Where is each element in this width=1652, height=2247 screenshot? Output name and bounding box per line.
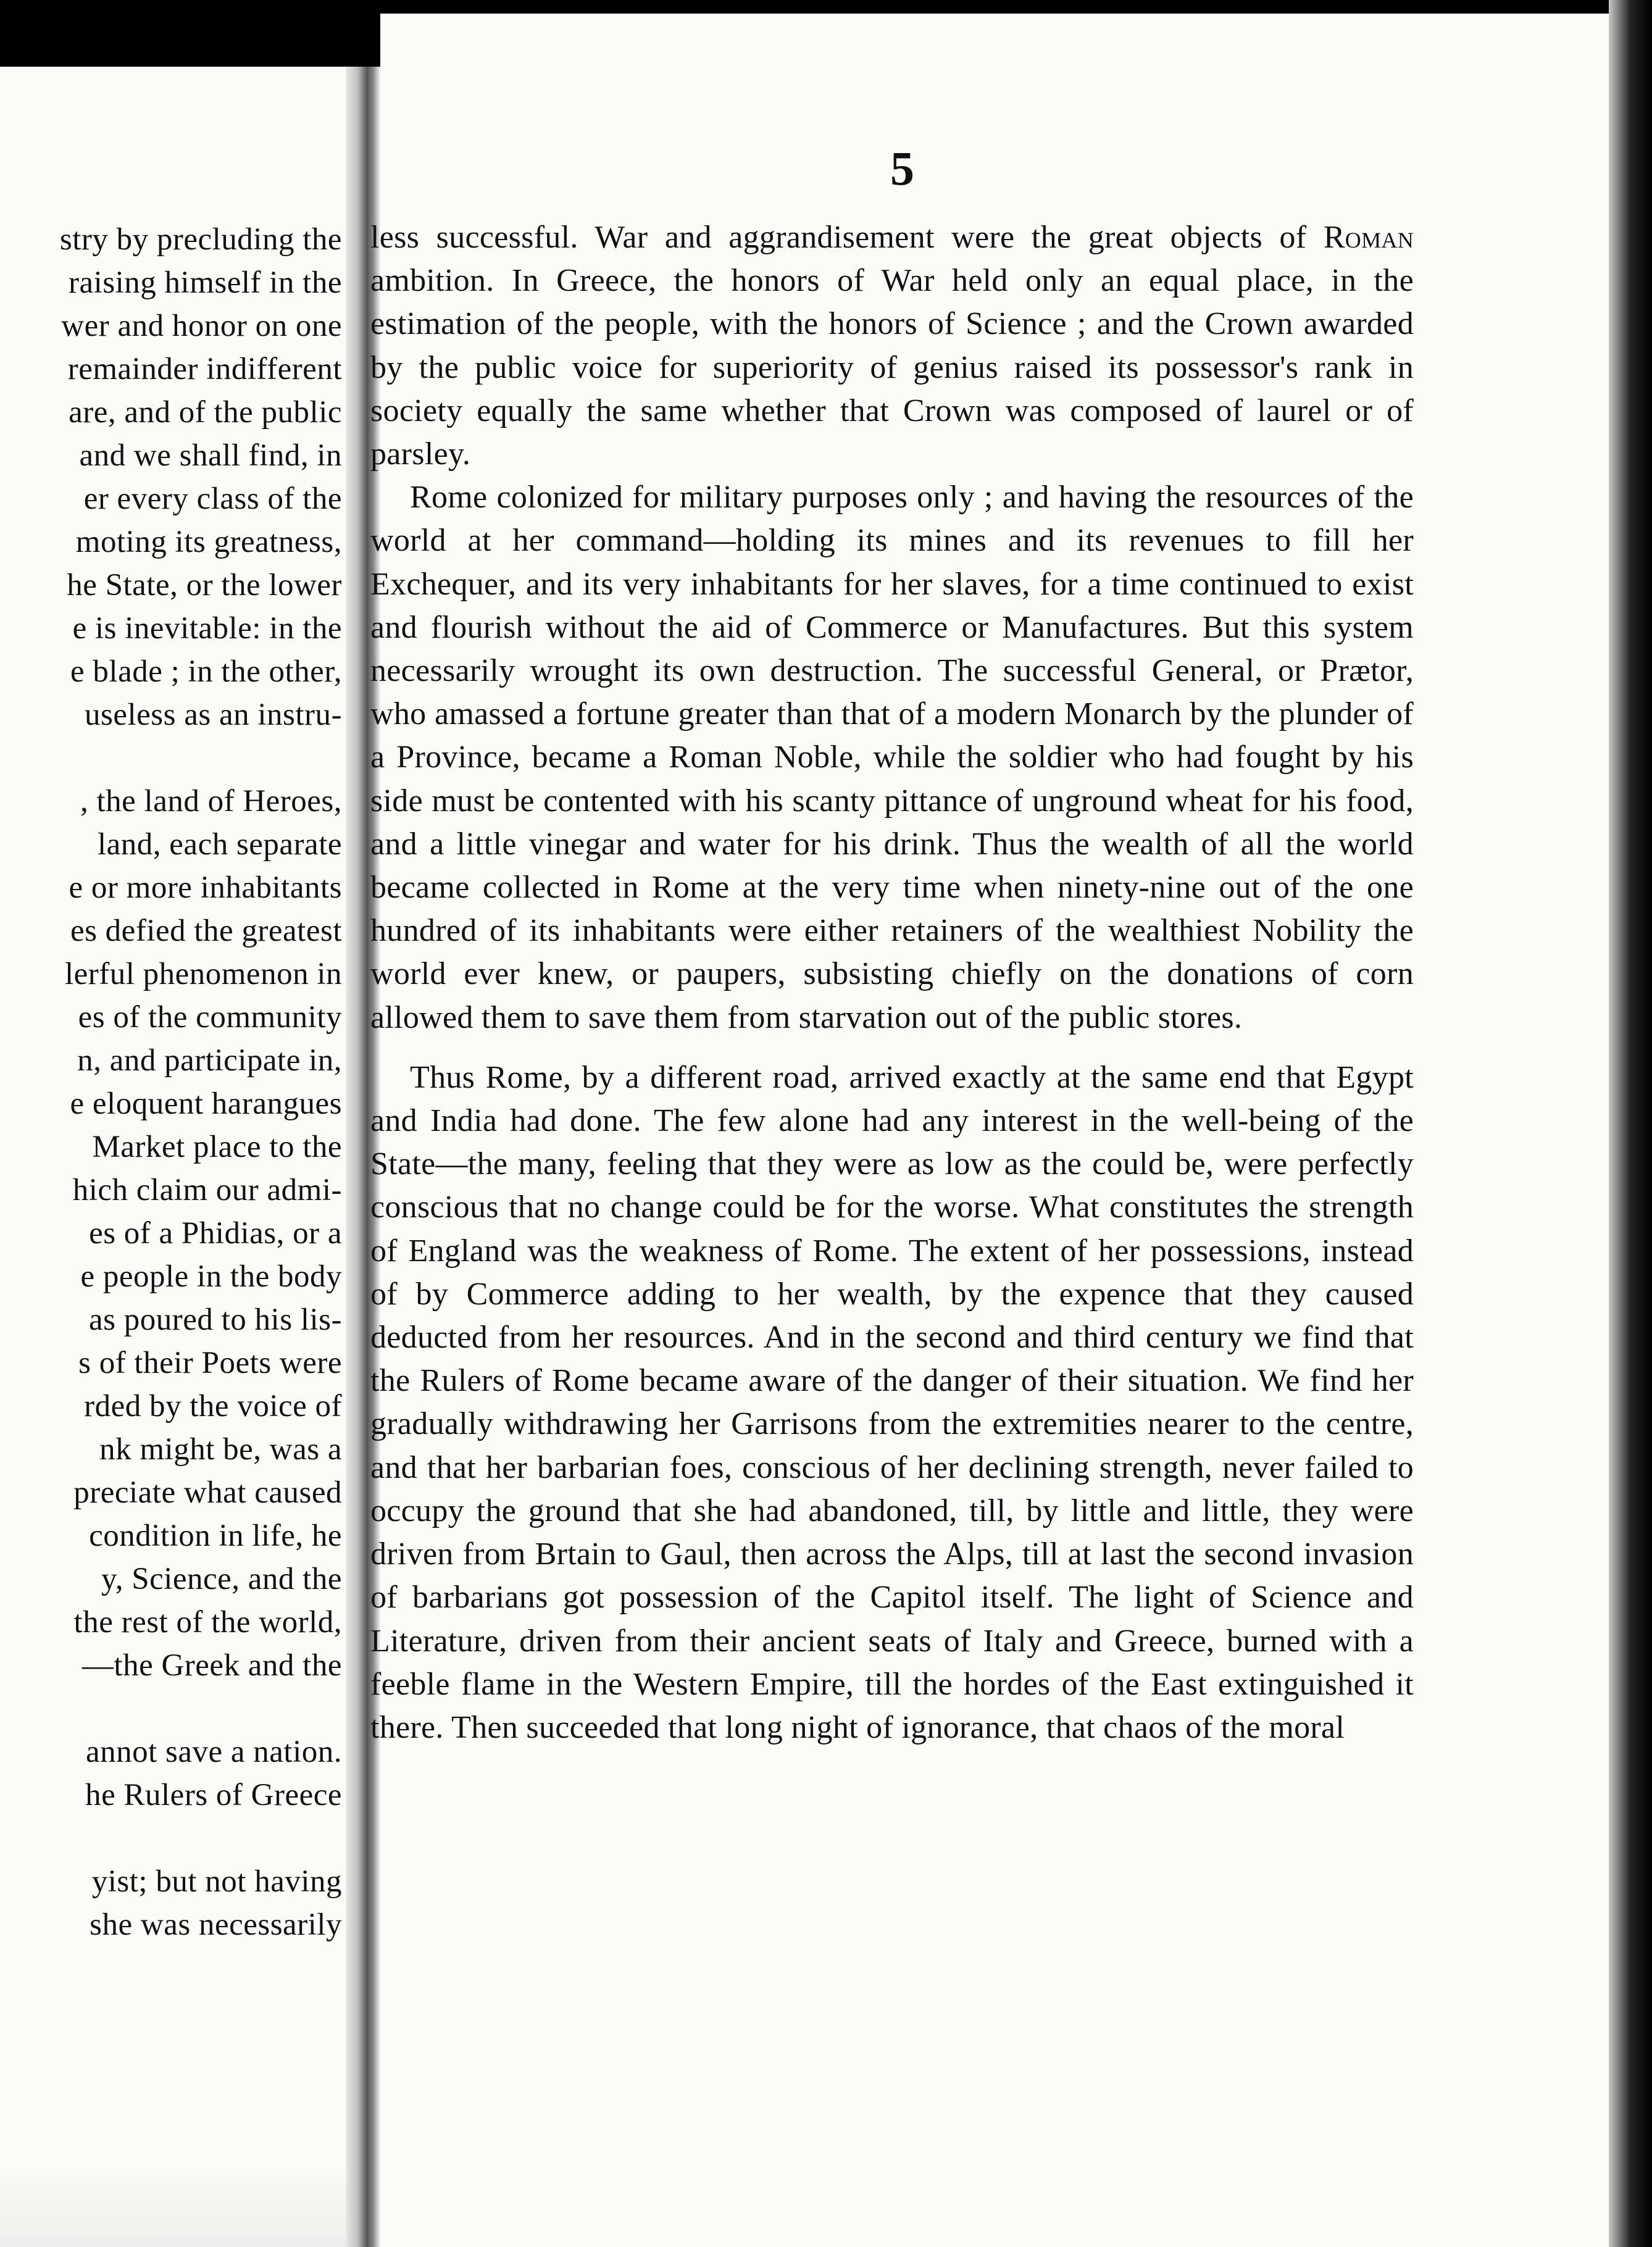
- paragraph: [370, 1056, 1414, 1749]
- left-page-line: he State, or the lower: [67, 568, 342, 602]
- left-page-line: n, and participate in,: [77, 1043, 342, 1078]
- left-page-line: she was necessarily: [90, 1907, 342, 1942]
- left-page: [0, 67, 346, 2247]
- left-page-line: the rest of the world,: [73, 1605, 342, 1640]
- paragraph-text: Thus Rome, by a different road, arrived exactly at the same end that Egypt and India had done. The few alone had any interest in the well-being of the State—the many, feeling that they were as low as the could be, were perfectly conscious that no change could be for the worse. What constitutes the strength of England was the weakness of Rome. The extent of her possessions, instead of by Commerce adding to her wealth, by the expence that they caused deducted from her resources. And in the second and third century we find that the Rulers of Rome became aware of the danger of their situation. We find her gradually withdrawing her Garrisons from the extremities nearer to the centre, and that her barbarian foes, conscious of her declining strength, never failed to occupy the ground that she had abandoned, till, by little and little, they were driven from Brtain to Gaul, then across the Alps, till at last the second invasion of barbarians got possession of the Capitol itself. The light of Science and Literature, driven from their ancient seats of Italy and Greece, burned with a feeble flame in the Western Empire, till the hordes of the East extinguished it there. Then succeeded that long night of ignorance, that chaos of the moral: [370, 1059, 1414, 1745]
- left-page-line: es of a Phidias, or a: [89, 1216, 342, 1251]
- left-page-line: land, each separate: [97, 827, 342, 862]
- left-page-line: e is inevitable: in the: [72, 611, 342, 646]
- left-page-line: wer and honor on one: [61, 309, 342, 343]
- page-number: 5: [890, 141, 914, 195]
- left-page-line: as poured to his lis-: [89, 1303, 342, 1337]
- left-page-line: y, Science, and the: [101, 1562, 342, 1596]
- page-edge-shadow: [0, 2161, 346, 2247]
- left-page-line: es defied the greatest: [70, 914, 342, 948]
- left-page-line: hich claim our admi-: [72, 1173, 342, 1207]
- left-page-line: e eloquent harangues: [70, 1086, 342, 1121]
- left-page-line: rded by the voice of: [84, 1389, 342, 1424]
- paragraph: [370, 476, 1414, 1040]
- left-page-line: Market place to the: [92, 1130, 342, 1164]
- left-page-line: condition in life, he: [89, 1519, 342, 1553]
- small-caps-word: Roman: [1323, 220, 1414, 255]
- left-page-line: preciate what caused: [73, 1475, 342, 1510]
- left-page-line: annot save a nation.: [85, 1735, 342, 1769]
- paragraph-text: less successful. War and aggrandisement were the great objects of: [370, 220, 1324, 255]
- left-page-line: nk might be, was a: [99, 1432, 342, 1467]
- left-page-line: raising himself in the: [68, 265, 342, 300]
- left-page-line: lerful phenomenon in: [64, 957, 342, 991]
- left-page-line: are, and of the public: [69, 395, 342, 430]
- left-page-line: e people in the body: [80, 1259, 342, 1294]
- left-page-line: remainder indifferent: [67, 352, 342, 386]
- left-page-line: es of the community: [78, 1000, 342, 1035]
- left-page-line: er every class of the: [83, 482, 342, 516]
- paragraph-text: Rome colonized for military purposes only ; and having the resources of the world at her command—holding its mines and its revenues to fill her Exchequer, and its very inhabitants for her slaves, for a time continued to exist and flourish without the aid of Commerce or Manufactures. But this system necessarily wrought its own destruction. The successful General, or Prætor, who amassed a fortune greater than that of a modern Monarch by the plunder of a Province, became a Roman Noble, while the soldier who had fought by his side must be contented with his scanty pittance of unground wheat for his food, and a little vinegar and water for his drink. Thus the wealth of all the world became collected in Rome at the very time when ninety-nine out of the one hundred of its inhabitants were either retainers of the wealthiest Nobility the world ever knew, or paupers, subsisting chiefly on the donations of corn allowed them to save them from starvation out of the public stores.: [370, 480, 1414, 1035]
- left-page-line: e or more inhabitants: [69, 870, 342, 905]
- body-text: [370, 216, 1414, 1749]
- left-page-line: , the land of Heroes,: [80, 784, 342, 819]
- left-page-line: stry by precluding the: [59, 222, 342, 257]
- left-page-line: s of their Poets were: [78, 1346, 342, 1380]
- left-page-line: e blade ; in the other,: [70, 654, 342, 689]
- left-page-line: useless as an instru-: [84, 698, 342, 732]
- paragraph: [370, 216, 1414, 476]
- left-page-line: he Rulers of Greece: [85, 1778, 342, 1812]
- left-page-line: yist; but not having: [91, 1864, 342, 1899]
- left-page-line: moting its greatness,: [75, 525, 342, 559]
- page-edge: [1609, 0, 1652, 2247]
- paragraph-text: ambition. In Greece, the honors of War held only an equal place, in the estimation of the people, with the honors of Science ; and the Crown awarded by the public voice for superiority of genius raised its possessor's rank in society equally the same whether that Crown was composed of laurel or of parsley.: [370, 263, 1414, 472]
- left-page-line: —the Greek and the: [81, 1648, 342, 1683]
- left-page-line: and we shall find, in: [79, 438, 342, 473]
